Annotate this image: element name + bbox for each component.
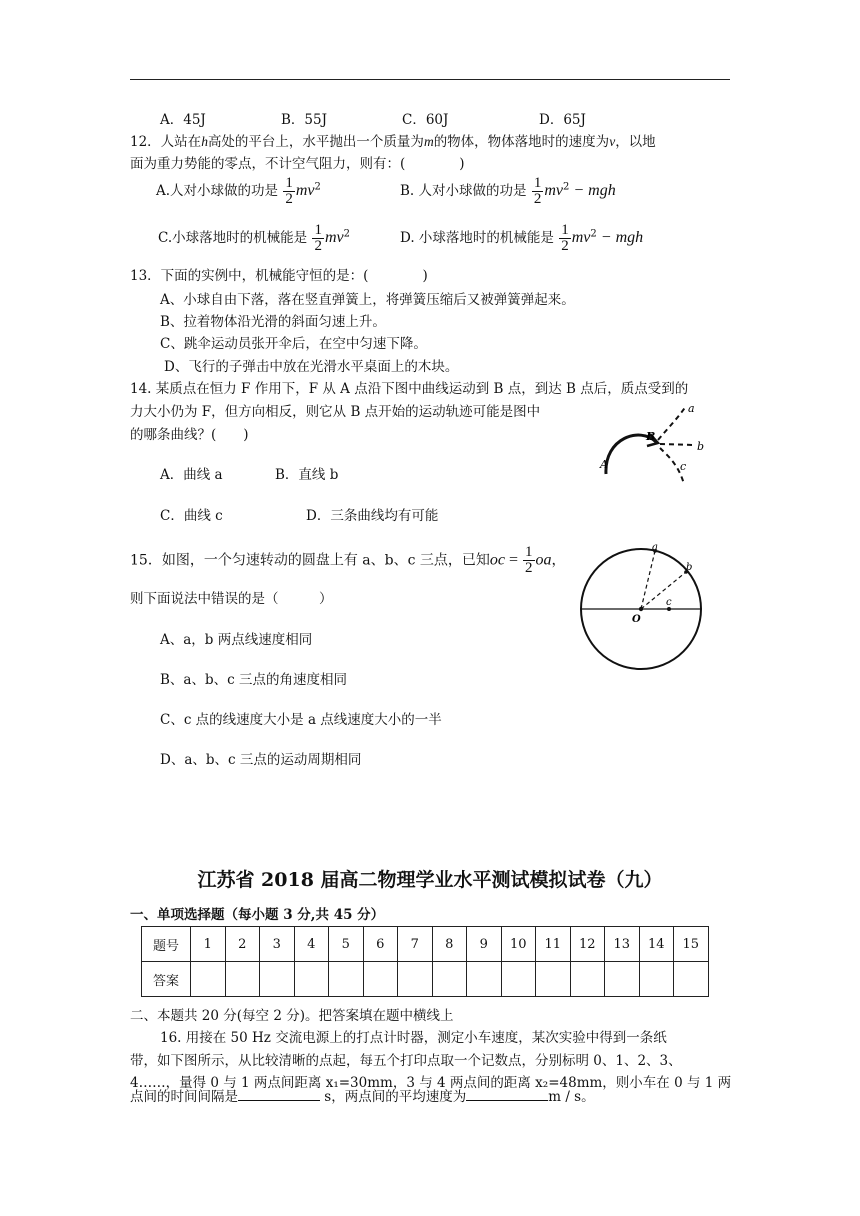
q14-option-a: A．曲线 a (160, 467, 223, 483)
q14-option-c: C．曲线 c (160, 508, 223, 524)
fig14-label-B: B (646, 430, 656, 443)
q16-line2: 带，如下图所示，从比较清晰的点起，每五个打印点取一个记数点，分别标明 0、1、2、3、 (130, 1053, 682, 1069)
q12-option-c: C.小球落地时的机械能是 $\frac{1}{2}$ $mv^2$ (158, 222, 350, 254)
q13-option-c: C、跳伞运动员张开伞后，在空中匀速下降。 (160, 336, 427, 352)
answer-cell[interactable] (570, 962, 605, 997)
q16-line1: 16. 用接在 50 Hz 交流电源上的打点计时器，测定小车速度，某次实验中得到一条纸 (160, 1030, 667, 1046)
q11-option-d: D．65J (539, 112, 586, 128)
answer-cell[interactable] (191, 962, 226, 997)
fig15-label-a: a (652, 542, 658, 553)
q15-stem-line2: 则下面说法中错误的是（ ） (130, 591, 333, 607)
q14-option-d: D．三条曲线均有可能 (306, 508, 439, 524)
fig14-label-A: A (600, 458, 608, 471)
table-number-cell: 10 (501, 927, 536, 962)
q15-option-d: D、a、b、c 三点的运动周期相同 (160, 752, 362, 768)
fig14-label-c: c (680, 460, 687, 473)
q14-stem-line1: 14. 某质点在恒力 F 作用下，F 从 A 点沿下图中曲线运动到 B 点，到达 B 点后，质点受到的 (130, 381, 689, 397)
q12-option-b: B. 人对小球做的功是 $\frac{1}{2}$ $mv^2$ − mgh (400, 175, 616, 207)
fig14-label-a: a (688, 402, 695, 415)
q13-option-a: A、小球自由下落，落在竖直弹簧上，将弹簧压缩后又被弹簧弹起来。 (160, 292, 575, 308)
q11-option-c: C．60J (402, 112, 449, 128)
q16-line4: 点间的时间间隔是 s，两点间的平均速度为 m / s。 (130, 1089, 595, 1105)
answer-blank-interval[interactable] (238, 1088, 320, 1101)
exam-title: 江苏省 2018 届高二物理学业水平测试模拟试卷（九） (197, 869, 663, 891)
answer-cell[interactable] (398, 962, 433, 997)
q15-option-b: B、a、b、c 三点的角速度相同 (160, 672, 347, 688)
q12-option-d: D. 小球落地时的机械能是 $\frac{1}{2}$ $mv^2$ − mgh (400, 222, 644, 254)
q13-option-d: D、飞行的子弹击中放在光滑水平桌面上的木块。 (164, 359, 459, 375)
q14-option-b: B．直线 b (275, 467, 339, 483)
table-row (142, 927, 709, 962)
q14-trajectory-figure (590, 398, 720, 492)
fig15-label-c: c (666, 597, 672, 608)
table-answer-label: 答案 (142, 962, 191, 997)
table-number-cell: 11 (536, 927, 571, 962)
answer-cell[interactable] (605, 962, 640, 997)
q13-stem: 13．下面的实例中，机械能守恒的是：( ) (130, 268, 428, 284)
q13-option-b: B、拉着物体沿光滑的斜面匀速上升。 (160, 314, 386, 330)
section-one-heading: 一、单项选择题（每小题 3 分,共 45 分） (130, 907, 385, 923)
q16-line3: 4……，量得 0 与 1 两点间距离 x₁=30mm，3 与 4 两点间的距离 x₂=48mm，则小车在 0 与 1 两 (130, 1075, 732, 1091)
table-row (142, 962, 709, 997)
fig15-label-o: O (632, 614, 641, 625)
table-number-cell: 12 (570, 927, 605, 962)
q15-option-a: A、a，b 两点线速度相同 (160, 632, 313, 648)
table-number-cell: 15 (674, 927, 709, 962)
table-number-cell: 9 (467, 927, 502, 962)
answer-cell[interactable] (363, 962, 398, 997)
answer-cell[interactable] (260, 962, 295, 997)
q12-stem-line2: 面为重力势能的零点，不计空气阻力，则有：( ) (130, 156, 465, 172)
section-two-heading: 二、本题共 20 分(每空 2 分)。把答案填在题中横线上 (130, 1008, 454, 1024)
q11-option-b: B．55J (281, 112, 328, 128)
table-number-cell: 4 (294, 927, 329, 962)
table-number-cell: 14 (639, 927, 674, 962)
table-number-cell: 13 (605, 927, 640, 962)
q15-disk-figure (578, 540, 708, 670)
q14-stem-line2: 力大小仍为 F，但方向相反，则它从 B 点开始的运动轨迹可能是图中 (130, 404, 541, 420)
table-header-label: 题号 (142, 927, 191, 962)
answer-cell[interactable] (536, 962, 571, 997)
q11-option-a: A．45J (160, 112, 206, 128)
q14-stem-line3: 的哪条曲线？( ) (130, 427, 249, 443)
table-number-cell: 8 (432, 927, 467, 962)
q15-stem-line1: 15．如图，一个匀速转动的圆盘上有 a、b、c 三点，已知oc = $\frac{1}{2}$ oa， (130, 544, 566, 576)
header-rule (130, 79, 730, 80)
table-number-cell: 1 (191, 927, 226, 962)
q12-option-a: A.人对小球做的功是 $\frac{1}{2}$ $mv^2$ (156, 175, 321, 207)
fig15-label-b: b (686, 562, 693, 573)
answer-cell[interactable] (225, 962, 260, 997)
answer-cell[interactable] (674, 962, 709, 997)
answer-cell[interactable] (294, 962, 329, 997)
answer-cell[interactable] (432, 962, 467, 997)
table-number-cell: 7 (398, 927, 433, 962)
answer-table (141, 926, 709, 997)
q12-stem-line1: 12．人站在h高处的平台上，水平抛出一个质量为m的物体，物体落地时的速度为v，以地 (130, 134, 656, 150)
answer-cell[interactable] (467, 962, 502, 997)
answer-cell[interactable] (639, 962, 674, 997)
table-number-cell: 6 (363, 927, 398, 962)
table-number-cell: 3 (260, 927, 295, 962)
table-number-cell: 5 (329, 927, 364, 962)
answer-cell[interactable] (501, 962, 536, 997)
table-number-cell: 2 (225, 927, 260, 962)
answer-cell[interactable] (329, 962, 364, 997)
q15-option-c: C、c 点的线速度大小是 a 点线速度大小的一半 (160, 712, 442, 728)
fig14-label-b: b (697, 440, 705, 453)
answer-blank-velocity[interactable] (466, 1088, 548, 1101)
